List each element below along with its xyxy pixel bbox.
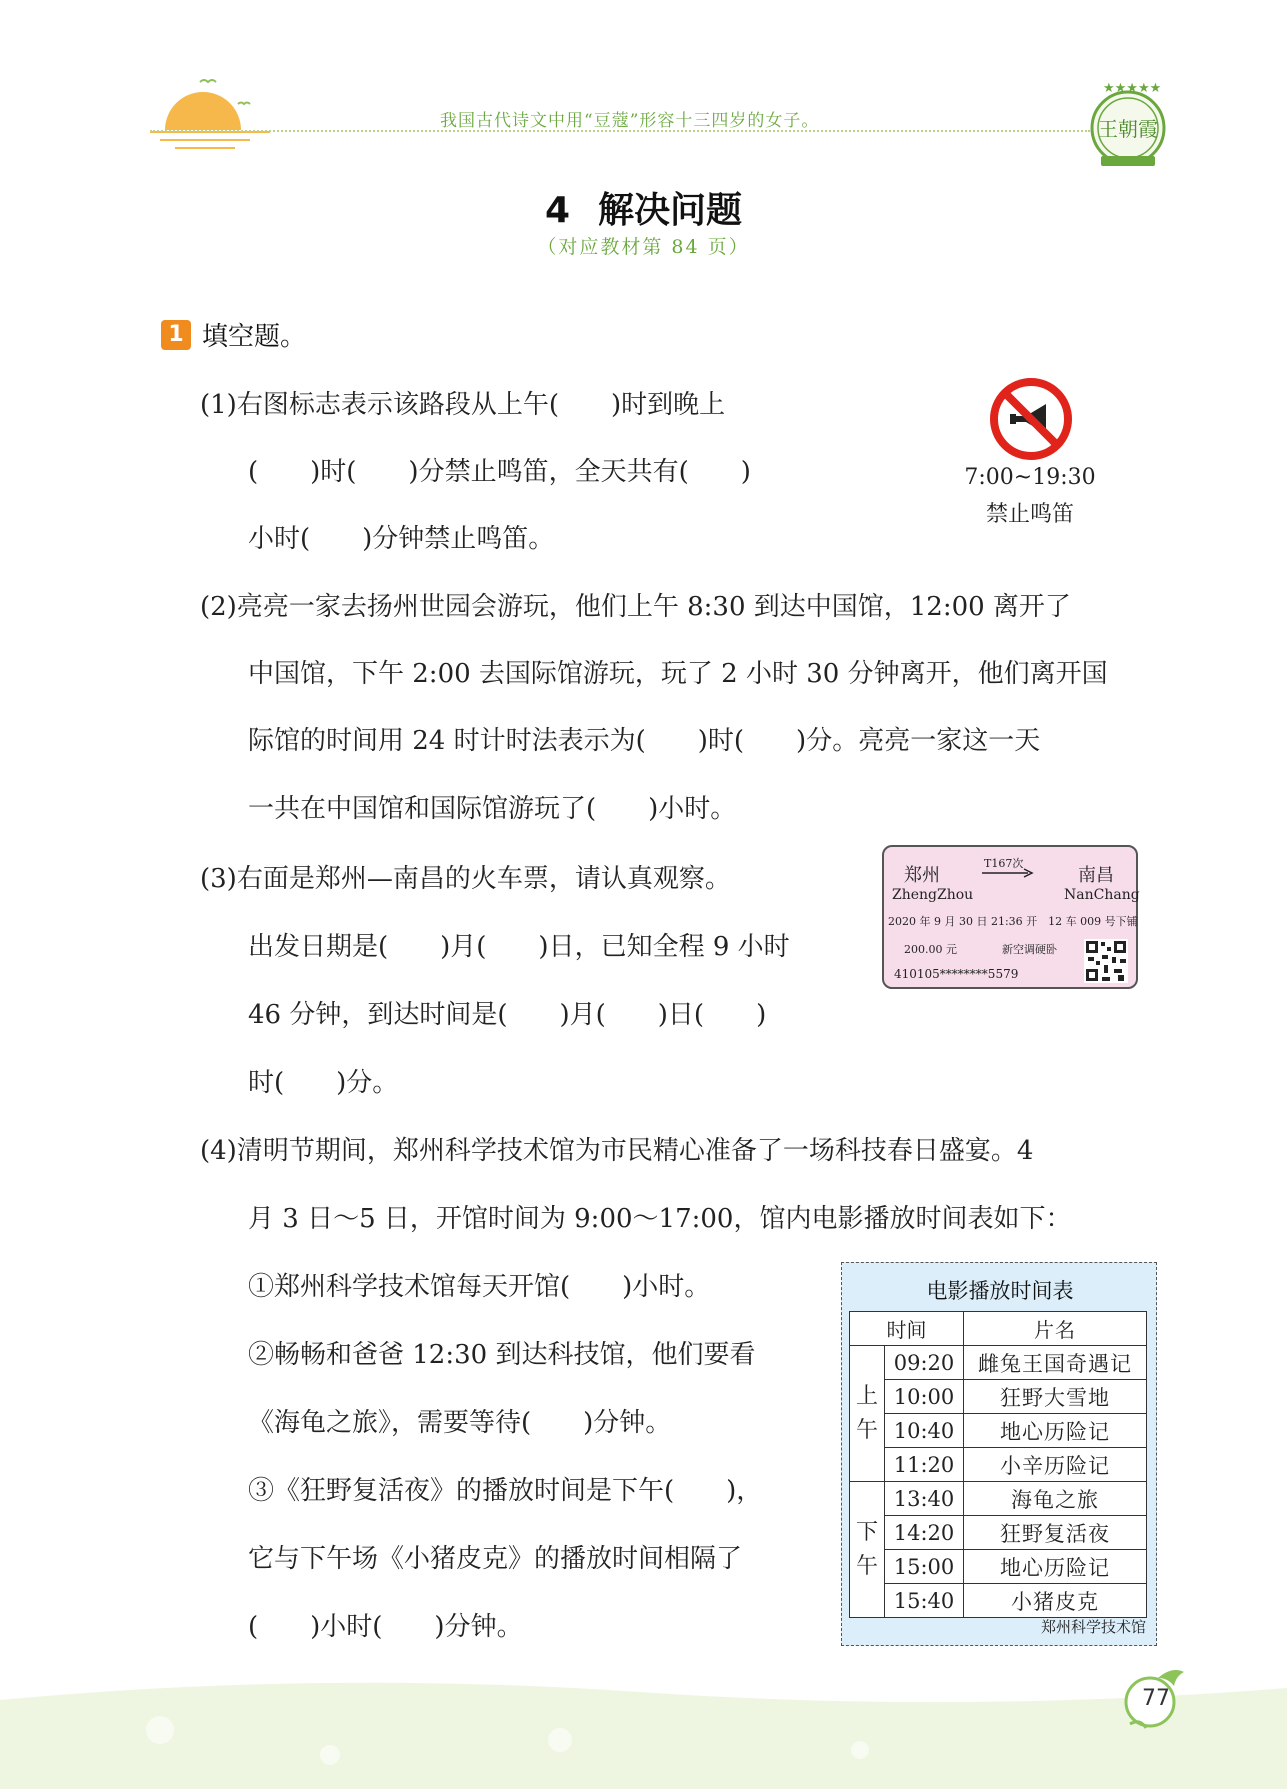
table-row	[850, 1448, 1147, 1482]
section-badge: 1	[161, 320, 191, 350]
no-honking-sign-icon	[990, 378, 1072, 460]
schedule-table	[849, 1311, 1147, 1618]
brand-logo-icon	[1085, 78, 1171, 170]
lesson-title: 解决问题	[598, 190, 743, 231]
ticket-id: 410105********5579	[894, 967, 1019, 981]
sign-time-range: 7:00~19:30	[964, 465, 1096, 490]
period-pm	[850, 1482, 885, 1618]
ticket-to: 南昌	[1078, 865, 1114, 886]
table-row	[850, 1516, 1147, 1550]
showtime: 13:40	[885, 1482, 964, 1516]
q4-line-1: (4)清明节期间，郑州科学技术馆为市民精心准备了一场科技春日盛宴。4	[200, 1136, 1034, 1166]
page-number: 77	[1142, 1686, 1170, 1711]
showtime: 10:40	[885, 1414, 964, 1448]
film-title: 地心历险记	[964, 1414, 1147, 1448]
ticket-to-pinyin: NanChang	[1064, 887, 1140, 903]
table-row	[850, 1380, 1147, 1414]
sunset-icon	[150, 70, 280, 160]
film-title: 海龟之旅	[964, 1482, 1147, 1516]
period-am	[850, 1346, 885, 1482]
ticket-seat-info: 2020 年 9 月 30 日 21:36 开 12 车 009 号下铺	[888, 915, 1138, 928]
q3-line-2: 出发日期是( )月( )日，已知全程 9 小时	[248, 932, 790, 962]
showtime: 15:00	[885, 1550, 964, 1584]
q4-line-2: 月 3 日～5 日，开馆时间为 9:00～17:00，馆内电影播放时间表如下：	[248, 1204, 1072, 1234]
showtime: 11:20	[885, 1448, 964, 1482]
column-header-time: 时间	[850, 1312, 964, 1346]
movie-schedule-card	[841, 1262, 1157, 1646]
q1-line-1: (1)右图标志表示该路段从上午( )时到晚上	[200, 390, 726, 420]
page-subtitle: （对应教材第 84 页）	[537, 236, 750, 258]
table-row	[850, 1414, 1147, 1448]
table-row	[850, 1346, 1147, 1380]
table-header-row	[850, 1312, 1147, 1346]
showtime: 09:20	[885, 1346, 964, 1380]
qr-code-icon	[1084, 939, 1128, 983]
schedule-source: 郑州科学技术馆	[1040, 1618, 1146, 1636]
q3-line-4: 时( )分。	[248, 1068, 399, 1098]
table-row	[850, 1482, 1147, 1516]
train-ticket	[882, 845, 1138, 989]
footer-ground-decoration	[0, 1670, 1287, 1789]
section-title: 填空题。	[202, 322, 307, 352]
q2-line-4: 一共在中国馆和国际馆游玩了( )小时。	[248, 794, 737, 824]
film-title: 地心历险记	[964, 1550, 1147, 1584]
q4-sub-3-line-2: 它与下午场《小猪皮克》的播放时间相隔了	[248, 1544, 743, 1574]
film-title: 雌兔王国奇遇记	[964, 1346, 1147, 1380]
q3-line-1: (3)右面是郑州—南昌的火车票，请认真观察。	[200, 864, 731, 894]
table-row	[850, 1584, 1147, 1618]
q4-sub-2-line-2: 《海龟之旅》，需要等待( )分钟。	[248, 1408, 672, 1438]
ticket-train-number: T167次	[984, 857, 1024, 870]
period-am-label: 上 午	[855, 1383, 878, 1443]
q1-line-2: ( )时( )分禁止鸣笛，全天共有( )	[248, 457, 751, 487]
film-title: 小辛历险记	[964, 1448, 1147, 1482]
ticket-from: 郑州	[904, 865, 940, 886]
showtime: 14:20	[885, 1516, 964, 1550]
arrow-right-icon	[982, 867, 1034, 879]
header-motto: 我国古代诗文中用“豆蔻”形容十三四岁的女子。	[440, 111, 820, 131]
q4-sub-1: ①郑州科学技术馆每天开馆( )小时。	[248, 1272, 711, 1302]
period-pm-label: 下 午	[855, 1519, 878, 1579]
brand-logo-text: 王朝霞	[1098, 117, 1158, 141]
q4-sub-3-line-3: ( )小时( )分钟。	[248, 1612, 523, 1642]
showtime: 10:00	[885, 1380, 964, 1414]
film-title: 狂野复活夜	[964, 1516, 1147, 1550]
film-title: 小猪皮克	[964, 1584, 1147, 1618]
ticket-from-pinyin: ZhengZhou	[892, 887, 974, 903]
showtime: 15:40	[885, 1584, 964, 1618]
page-title	[0, 182, 1287, 233]
schedule-title: 电影播放时间表	[926, 1279, 1074, 1303]
q2-line-3: 际馆的时间用 24 时计时法表示为( )时( )分。亮亮一家这一天	[248, 726, 1041, 756]
q4-sub-2-line-1: ②畅畅和爸爸 12:30 到达科技馆，他们要看	[248, 1340, 756, 1370]
ticket-price: 200.00 元	[904, 943, 957, 956]
column-header-film: 片名	[964, 1312, 1147, 1346]
sign-caption: 禁止鸣笛	[985, 502, 1074, 527]
q2-line-1: (2)亮亮一家去扬州世园会游玩，他们上午 8:30 到达中国馆，12:00 离开了	[200, 592, 1071, 622]
ticket-class: 新空调硬卧	[1002, 943, 1057, 956]
q4-sub-3-line-1: ③《狂野复活夜》的播放时间是下午( )，	[248, 1476, 763, 1506]
table-row	[850, 1550, 1147, 1584]
q3-line-3: 46 分钟，到达时间是( )月( )日( )	[248, 1000, 767, 1030]
svg-text:★★★★★: ★★★★★	[1103, 81, 1162, 96]
film-title: 狂野大雪地	[964, 1380, 1147, 1414]
q1-line-3: 小时( )分钟禁止鸣笛。	[248, 524, 555, 554]
q2-line-2: 中国馆，下午 2:00 去国际馆游玩，玩了 2 小时 30 分钟离开，他们离开国	[248, 659, 1108, 689]
lesson-number: 4	[544, 190, 571, 231]
